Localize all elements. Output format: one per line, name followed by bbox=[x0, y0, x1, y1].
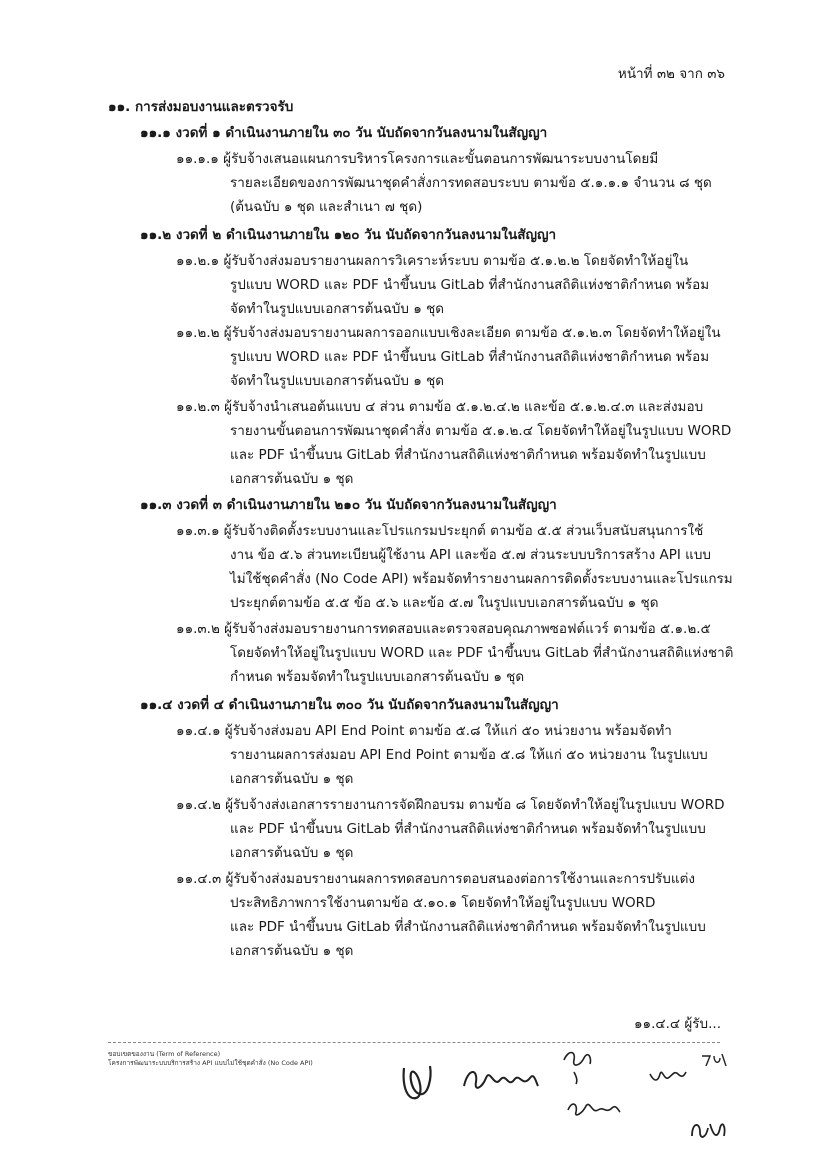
item-11-2-3-line4: เอกสารต้นฉบับ ๑ ชุด bbox=[230, 471, 354, 487]
item-11-2-3-line1: ๑๑.๒.๓ ผู้รับจ้างนำเสนอต้นแบบ ๔ ส่วน ตามข้อ ๕.๑.๒.๔.๒ และข้อ ๕.๑.๒.๔.๓ และส่งมอบ bbox=[176, 399, 704, 415]
item-11-2-3-line2: รายงานขั้นตอนการพัฒนาชุดคำสั่ง ตามข้อ ๕.๑.๒.๔ โดยจัดทำให้อยู่ในรูปแบบ WORD bbox=[230, 423, 732, 439]
continuation-marker: ๑๑.๔.๔ ผู้รับ... bbox=[633, 1016, 721, 1032]
item-11-4-3-line1: ๑๑.๔.๓ ผู้รับจ้างส่งมอบรายงานผลการทดสอบการตอบสนองต่อการใช้งานและการปรับแต่ง bbox=[176, 871, 695, 887]
item-11-4-1-line3: เอกสารต้นฉบับ ๑ ชุด bbox=[230, 771, 354, 787]
item-11-3-1-line2: งาน ข้อ ๕.๖ ส่วนทะเบียนผู้ใช้งาน API และข้อ ๕.๗ ส่วนระบบบริการสร้าง API แบบ bbox=[230, 547, 711, 563]
item-11-2-1-line3: จัดทำในรูปแบบเอกสารต้นฉบับ ๑ ชุด bbox=[230, 301, 445, 317]
signature-3 bbox=[560, 1046, 596, 1086]
signature-5 bbox=[700, 1050, 730, 1070]
item-11-3-1-line3: ไม่ใช้ชุดคำสั่ง (No Code API) พร้อมจัดทำรายงานผลการติดตั้งระบบงานและโปรแกรม bbox=[230, 571, 733, 587]
item-11-4-3-line4: เอกสารต้นฉบับ ๑ ชุด bbox=[230, 943, 354, 959]
item-11-3-1-line4: ประยุกต์ตามข้อ ๕.๕ ข้อ ๕.๖ และข้อ ๕.๗ ในรูปแบบเอกสารต้นฉบับ ๑ ชุด bbox=[230, 595, 659, 611]
item-11-2-2-line2: รูปแบบ WORD และ PDF นำขึ้นบน GitLab ที่สำนักงานสถิติแห่งชาติกำหนด พร้อม bbox=[230, 349, 710, 365]
section-title: ๑๑. การส่งมอบงานและตรวจรับ bbox=[108, 99, 294, 115]
item-11-4-1-line1: ๑๑.๔.๑ ผู้รับจ้างส่งมอบ API End Point ตามข้อ ๕.๘ ให้แก่ ๕๐ หน่วยงาน พร้อมจัดทำ bbox=[176, 723, 672, 739]
footer-divider bbox=[108, 1042, 720, 1043]
item-11-4-2-line3: เอกสารต้นฉบับ ๑ ชุด bbox=[230, 845, 354, 861]
signature-2 bbox=[460, 1058, 540, 1098]
item-11-3-2-line1: ๑๑.๓.๒ ผู้รับจ้างส่งมอบรายงานการทดสอบและตรวจสอบคุณภาพซอฟต์แวร์ ตามข้อ ๕.๑.๒.๕ bbox=[176, 621, 711, 637]
item-11-3-1-line1: ๑๑.๓.๑ ผู้รับจ้างติดตั้งระบบงานและโปรแกรมประยุกต์ ตามข้อ ๕.๕ ส่วนเว็บสนับสนุนการใช้ bbox=[176, 523, 704, 539]
item-11-1-1-line1: ๑๑.๑.๑ ผู้รับจ้างเสนอแผนการบริหารโครงการและขั้นตอนการพัฒนาระบบงานโดยมี bbox=[176, 151, 659, 167]
footer-project-name: โครงการพัฒนาระบบบริการสร้าง API แบบไม่ใช้ชุดคำสั่ง (No Code API) bbox=[108, 1059, 313, 1067]
item-11-2-2-line1: ๑๑.๒.๒ ผู้รับจ้างส่งมอบรายงานผลการออกแบบเชิงละเอียด ตามข้อ ๕.๑.๒.๓ โดยจัดทำให้อยู่ใน bbox=[176, 325, 721, 341]
item-11-4-2-line1: ๑๑.๔.๒ ผู้รับจ้างส่งเอกสารรายงานการจัดฝึกอบรม ตามข้อ ๘ โดยจัดทำให้อยู่ในรูปแบบ WORD bbox=[176, 797, 725, 813]
item-11-4-1-line2: รายงานผลการส่งมอบ API End Point ตามข้อ ๕.๘ ให้แก่ ๕๐ หน่วยงาน ในรูปแบบ bbox=[230, 747, 708, 763]
signature-1 bbox=[398, 1058, 438, 1108]
installment-1-heading: ๑๑.๑ งวดที่ ๑ ดำเนินงานภายใน ๓๐ วัน นับถัดจากวันลงนามในสัญญา bbox=[140, 125, 548, 141]
footer-reference bbox=[108, 1050, 313, 1068]
item-11-1-1-line3: (ต้นฉบับ ๑ ชุด และสำเนา ๗ ชุด) bbox=[230, 199, 423, 215]
item-11-4-3-line2: ประสิทธิภาพการใช้งานตามข้อ ๕.๑๐.๑ โดยจัดทำให้อยู่ในรูปแบบ WORD bbox=[230, 895, 656, 911]
installment-4-heading: ๑๑.๔ งวดที่ ๔ ดำเนินงานภายใน ๓๐๐ วัน นับถัดจากวันลงนามในสัญญา bbox=[140, 697, 559, 713]
item-11-4-3-line3: และ PDF นำขึ้นบน GitLab ที่สำนักงานสถิติแห่งชาติกำหนด พร้อมจัดทำในรูปแบบ bbox=[230, 919, 706, 935]
installment-3-heading: ๑๑.๓ งวดที่ ๓ ดำเนินงานภายใน ๒๑๐ วัน นับถัดจากวันลงนามในสัญญา bbox=[140, 497, 557, 513]
item-11-2-2-line3: จัดทำในรูปแบบเอกสารต้นฉบับ ๑ ชุด bbox=[230, 373, 445, 389]
footer-tor-label: ขอบเขตของงาน (Term of Reference) bbox=[108, 1050, 221, 1058]
page-number: หน้าที่ ๓๒ จาก ๓๖ bbox=[617, 66, 725, 82]
installment-2-heading: ๑๑.๒ งวดที่ ๒ ดำเนินงานภายใน ๑๒๐ วัน นับถัดจากวันลงนามในสัญญา bbox=[140, 227, 557, 243]
signature-7 bbox=[688, 1116, 728, 1142]
item-11-4-2-line2: และ PDF นำขึ้นบน GitLab ที่สำนักงานสถิติแห่งชาติกำหนด พร้อมจัดทำในรูปแบบ bbox=[230, 821, 706, 837]
item-11-1-1-line2: รายละเอียดของการพัฒนาชุดคำสั่งการทดสอบระบบ ตามข้อ ๕.๑.๑.๑ จำนวน ๘ ชุด bbox=[230, 175, 712, 191]
item-11-2-3-line3: และ PDF นำขึ้นบน GitLab ที่สำนักงานสถิติแห่งชาติกำหนด พร้อมจัดทำในรูปแบบ bbox=[230, 447, 706, 463]
item-11-3-2-line2: โดยจัดทำให้อยู่ในรูปแบบ WORD และ PDF นำขึ้นบน GitLab ที่สำนักงานสถิติแห่งชาติ bbox=[230, 645, 734, 661]
signature-4 bbox=[648, 1066, 688, 1086]
item-11-2-1-line2: รูปแบบ WORD และ PDF นำขึ้นบน GitLab ที่สำนักงานสถิติแห่งชาติกำหนด พร้อม bbox=[230, 277, 710, 293]
signature-6 bbox=[566, 1096, 622, 1120]
item-11-2-1-line1: ๑๑.๒.๑ ผู้รับจ้างส่งมอบรายงานผลการวิเคราะห์ระบบ ตามข้อ ๕.๑.๒.๒ โดยจัดทำให้อยู่ใน bbox=[176, 253, 689, 269]
item-11-3-2-line3: กำหนด พร้อมจัดทำในรูปแบบเอกสารต้นฉบับ ๑ ชุด bbox=[230, 669, 525, 685]
